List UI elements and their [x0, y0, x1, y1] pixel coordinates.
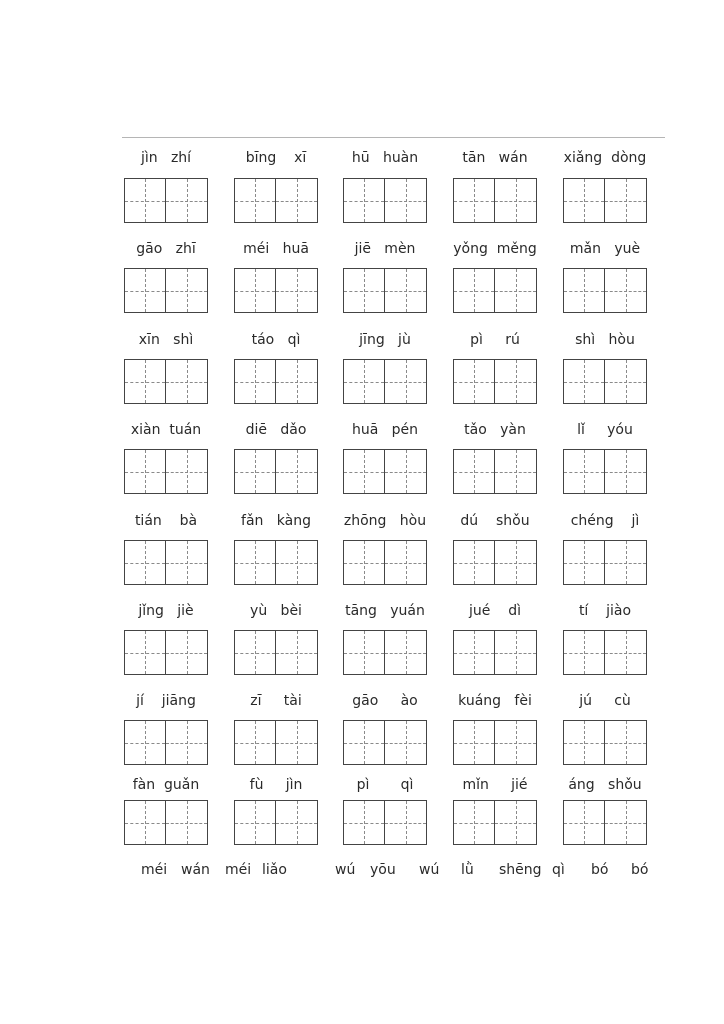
tianzige-writing-box[interactable]: [276, 630, 318, 675]
word-pinyin: jìn zhí: [140, 150, 192, 166]
writing-box-row: [0, 449, 724, 494]
tianzige-writing-box[interactable]: [234, 720, 276, 765]
word-pinyin: yǒng měng: [453, 241, 537, 257]
tianzige-writing-box[interactable]: [276, 268, 318, 313]
word-pinyin: pì rú: [470, 332, 520, 348]
tianzige-writing-box[interactable]: [124, 359, 166, 404]
writing-box-row: [0, 720, 724, 765]
tianzige-writing-box[interactable]: [385, 449, 427, 494]
tianzige-writing-box[interactable]: [385, 178, 427, 223]
character-box-pair: [563, 540, 647, 585]
tianzige-writing-box[interactable]: [563, 268, 605, 313]
tianzige-writing-box[interactable]: [343, 359, 385, 404]
word-pinyin: shì hòu: [575, 332, 635, 348]
word-pinyin: mǎn yuè: [569, 241, 641, 257]
tianzige-writing-box[interactable]: [385, 540, 427, 585]
pinyin-syllable: wú: [419, 862, 440, 878]
word-pinyin: chéng jì: [570, 513, 640, 529]
word-pinyin: zhōng hòu: [343, 513, 427, 529]
tianzige-writing-box[interactable]: [343, 540, 385, 585]
tianzige-writing-box[interactable]: [124, 449, 166, 494]
word-pinyin: kuáng fèi: [458, 693, 532, 709]
tianzige-writing-box[interactable]: [234, 800, 276, 845]
tianzige-writing-box[interactable]: [166, 720, 208, 765]
character-box-pair: [234, 268, 318, 313]
word-pinyin: zī tài: [250, 693, 302, 709]
word-pinyin: mǐn jié: [462, 777, 528, 793]
character-box-pair: [453, 359, 537, 404]
tianzige-writing-box[interactable]: [343, 178, 385, 223]
character-box-pair: [343, 720, 427, 765]
character-box-pair: [124, 720, 208, 765]
word-pinyin: jí jiāng: [136, 693, 196, 709]
word-pinyin: tāng yuán: [345, 603, 425, 619]
tianzige-writing-box[interactable]: [605, 800, 647, 845]
character-box-pair: [563, 449, 647, 494]
tianzige-writing-box[interactable]: [453, 540, 495, 585]
word-pinyin: bīng xī: [245, 150, 307, 166]
tianzige-writing-box[interactable]: [605, 540, 647, 585]
word-pinyin: pì qì: [356, 777, 414, 793]
word-pinyin: jīng jù: [359, 332, 411, 348]
writing-box-row: [0, 268, 724, 313]
character-box-pair: [234, 359, 318, 404]
tianzige-writing-box[interactable]: [385, 800, 427, 845]
tianzige-writing-box[interactable]: [276, 449, 318, 494]
tianzige-writing-box[interactable]: [605, 268, 647, 313]
character-box-pair: [124, 540, 208, 585]
tianzige-writing-box[interactable]: [495, 540, 537, 585]
tianzige-writing-box[interactable]: [605, 359, 647, 404]
character-box-pair: [234, 540, 318, 585]
pinyin-syllable: méi: [225, 862, 252, 878]
word-pinyin: tān wán: [462, 150, 528, 166]
writing-box-row: [0, 178, 724, 223]
writing-box-row: [0, 630, 724, 675]
tianzige-writing-box[interactable]: [385, 268, 427, 313]
tianzige-writing-box[interactable]: [343, 630, 385, 675]
tianzige-writing-box[interactable]: [166, 359, 208, 404]
character-box-pair: [343, 178, 427, 223]
character-box-pair: [124, 268, 208, 313]
pinyin-syllable: wán: [181, 862, 210, 878]
tianzige-writing-box[interactable]: [495, 720, 537, 765]
tianzige-writing-box[interactable]: [385, 720, 427, 765]
tianzige-writing-box[interactable]: [385, 359, 427, 404]
tianzige-writing-box[interactable]: [234, 359, 276, 404]
last-pinyin-line: [0, 860, 724, 880]
word-pinyin: xīn shì: [138, 332, 194, 348]
word-pinyin: fǎn kàng: [241, 513, 311, 529]
tianzige-writing-box[interactable]: [495, 800, 537, 845]
character-box-pair: [124, 359, 208, 404]
character-box-pair: [453, 800, 537, 845]
pinyin-syllable: lǜ: [461, 862, 474, 878]
word-pinyin: méi huā: [243, 241, 309, 257]
pinyin-row: [0, 511, 724, 531]
pinyin-row: [0, 239, 724, 259]
pinyin-row: [0, 330, 724, 350]
tianzige-writing-box[interactable]: [605, 178, 647, 223]
tianzige-writing-box[interactable]: [166, 800, 208, 845]
tianzige-writing-box[interactable]: [453, 800, 495, 845]
character-box-pair: [563, 359, 647, 404]
character-box-pair: [343, 268, 427, 313]
pinyin-row: [0, 601, 724, 621]
pinyin-syllable: yōu: [370, 862, 396, 878]
tianzige-writing-box[interactable]: [276, 540, 318, 585]
word-pinyin: gāo ào: [352, 693, 418, 709]
tianzige-writing-box[interactable]: [563, 720, 605, 765]
pinyin-syllable: méi: [141, 862, 168, 878]
tianzige-writing-box[interactable]: [343, 720, 385, 765]
tianzige-writing-box[interactable]: [124, 800, 166, 845]
tianzige-writing-box[interactable]: [495, 178, 537, 223]
word-pinyin: huā pén: [351, 422, 419, 438]
tianzige-writing-box[interactable]: [453, 178, 495, 223]
pinyin-syllable: wú: [335, 862, 356, 878]
character-box-pair: [343, 630, 427, 675]
tianzige-writing-box[interactable]: [563, 540, 605, 585]
writing-box-row: [0, 800, 724, 845]
pinyin-row: [0, 420, 724, 440]
writing-box-row: [0, 540, 724, 585]
tianzige-writing-box[interactable]: [453, 630, 495, 675]
tianzige-writing-box[interactable]: [234, 540, 276, 585]
word-pinyin: jǐng jiè: [138, 603, 194, 619]
pinyin-syllable: liǎo: [262, 862, 287, 878]
word-pinyin: hū huàn: [351, 150, 419, 166]
tianzige-writing-box[interactable]: [605, 630, 647, 675]
tianzige-writing-box[interactable]: [453, 268, 495, 313]
character-box-pair: [453, 720, 537, 765]
tianzige-writing-box[interactable]: [385, 630, 427, 675]
word-pinyin: xiǎng dòng: [563, 150, 647, 166]
tianzige-writing-box[interactable]: [234, 178, 276, 223]
writing-box-row: [0, 359, 724, 404]
tianzige-writing-box[interactable]: [495, 268, 537, 313]
tianzige-writing-box[interactable]: [563, 449, 605, 494]
tianzige-writing-box[interactable]: [276, 359, 318, 404]
pinyin-syllable: bó: [591, 862, 609, 878]
pinyin-syllable: shēng: [499, 862, 542, 878]
character-box-pair: [343, 800, 427, 845]
word-pinyin: xiàn tuán: [130, 422, 202, 438]
tianzige-writing-box[interactable]: [343, 800, 385, 845]
word-pinyin: táo qì: [251, 332, 301, 348]
character-box-pair: [343, 449, 427, 494]
word-pinyin: fàn guǎn: [132, 777, 200, 793]
word-pinyin: jú cù: [579, 693, 631, 709]
tianzige-writing-box[interactable]: [563, 359, 605, 404]
tianzige-writing-box[interactable]: [124, 630, 166, 675]
character-box-pair: [563, 178, 647, 223]
tianzige-writing-box[interactable]: [124, 268, 166, 313]
tianzige-writing-box[interactable]: [343, 449, 385, 494]
pinyin-row: [0, 148, 724, 168]
tianzige-writing-box[interactable]: [453, 359, 495, 404]
pinyin-row: [0, 691, 724, 711]
character-box-pair: [453, 268, 537, 313]
pinyin-syllable: qì: [552, 862, 565, 878]
word-pinyin: jué dì: [469, 603, 521, 619]
character-box-pair: [453, 449, 537, 494]
tianzige-writing-box[interactable]: [234, 449, 276, 494]
tianzige-writing-box[interactable]: [166, 178, 208, 223]
character-box-pair: [234, 720, 318, 765]
tianzige-writing-box[interactable]: [166, 449, 208, 494]
character-box-pair: [453, 630, 537, 675]
character-box-pair: [234, 449, 318, 494]
character-box-pair: [563, 268, 647, 313]
tianzige-writing-box[interactable]: [563, 630, 605, 675]
word-pinyin: tí jiào: [578, 603, 632, 619]
tianzige-writing-box[interactable]: [166, 268, 208, 313]
tianzige-writing-box[interactable]: [563, 178, 605, 223]
character-box-pair: [124, 630, 208, 675]
tianzige-writing-box[interactable]: [124, 720, 166, 765]
tianzige-writing-box[interactable]: [495, 449, 537, 494]
character-box-pair: [234, 630, 318, 675]
word-pinyin: tián bà: [134, 513, 198, 529]
tianzige-writing-box[interactable]: [276, 720, 318, 765]
tianzige-writing-box[interactable]: [124, 540, 166, 585]
character-box-pair: [453, 540, 537, 585]
word-pinyin: tǎo yàn: [464, 422, 526, 438]
tianzige-writing-box[interactable]: [495, 630, 537, 675]
tianzige-writing-box[interactable]: [453, 449, 495, 494]
character-box-pair: [563, 630, 647, 675]
tianzige-writing-box[interactable]: [124, 178, 166, 223]
character-box-pair: [124, 178, 208, 223]
tianzige-writing-box[interactable]: [343, 268, 385, 313]
word-pinyin: jiē mèn: [354, 241, 416, 257]
word-pinyin: gāo zhī: [136, 241, 196, 257]
word-pinyin: áng shǒu: [568, 777, 642, 793]
character-box-pair: [124, 800, 208, 845]
pinyin-syllable: bó: [631, 862, 649, 878]
character-box-pair: [563, 720, 647, 765]
word-pinyin: dú shǒu: [460, 513, 530, 529]
character-box-pair: [563, 800, 647, 845]
character-box-pair: [343, 540, 427, 585]
tianzige-writing-box[interactable]: [276, 800, 318, 845]
character-box-pair: [234, 800, 318, 845]
tianzige-writing-box[interactable]: [276, 178, 318, 223]
tianzige-writing-box[interactable]: [563, 800, 605, 845]
tianzige-writing-box[interactable]: [166, 540, 208, 585]
tianzige-writing-box[interactable]: [605, 449, 647, 494]
tianzige-writing-box[interactable]: [453, 720, 495, 765]
character-box-pair: [453, 178, 537, 223]
tianzige-writing-box[interactable]: [234, 268, 276, 313]
pinyin-row: [0, 775, 724, 795]
character-box-pair: [124, 449, 208, 494]
word-pinyin: diē dǎo: [245, 422, 307, 438]
tianzige-writing-box[interactable]: [166, 630, 208, 675]
word-pinyin: lǐ yóu: [577, 422, 633, 438]
character-box-pair: [234, 178, 318, 223]
character-box-pair: [343, 359, 427, 404]
top-divider-line: [122, 137, 665, 138]
tianzige-writing-box[interactable]: [234, 630, 276, 675]
word-pinyin: yù bèi: [250, 603, 302, 619]
word-pinyin: fù jìn: [249, 777, 303, 793]
tianzige-writing-box[interactable]: [495, 359, 537, 404]
tianzige-writing-box[interactable]: [605, 720, 647, 765]
